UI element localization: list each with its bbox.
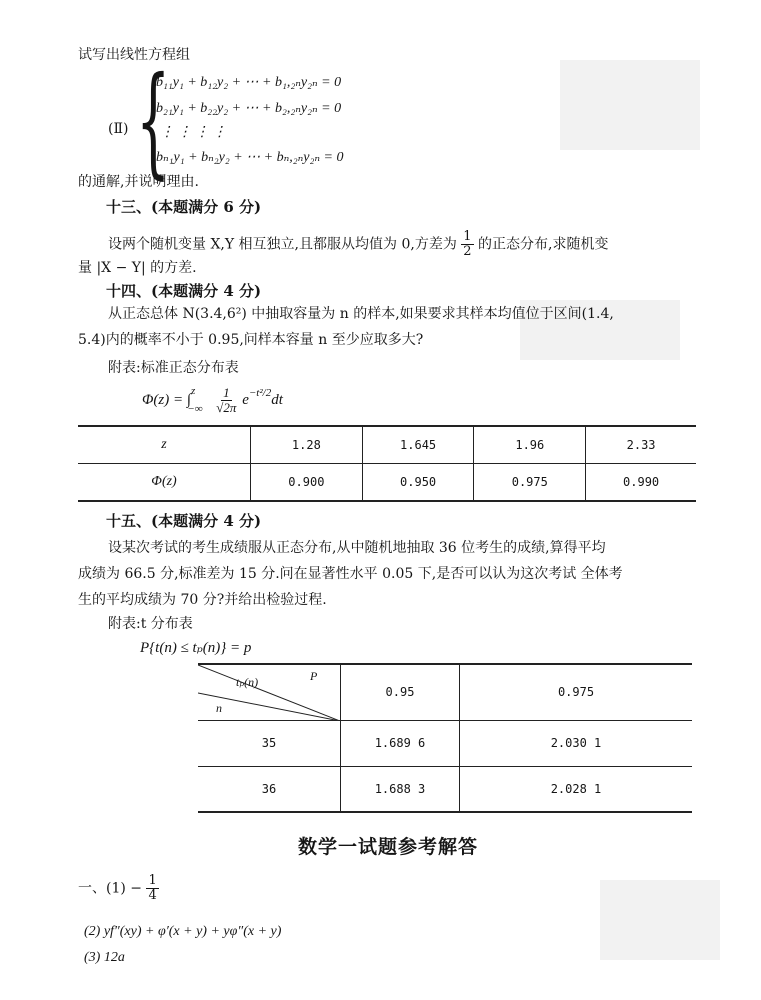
table-cell: 2.028 1 — [460, 766, 693, 812]
q14-appendix: 附表:标准正态分布表 — [108, 360, 239, 376]
q13-fraction: $\frac{1}{2}$ — [463, 229, 472, 259]
q13-line1-a: 设两个随机变量 X,Y 相互独立,且都服从均值为 0,方差为 — [108, 236, 457, 253]
table-cell: 1.689 6 — [341, 720, 460, 766]
corner-p-label: P — [310, 669, 318, 683]
table-cell: 0.975 — [474, 464, 586, 502]
table-row — [198, 720, 692, 766]
system-row-1: b₁₁y₁ + b₁₂y₂ + ⋯ + b₁,₂ₙy₂ₙ = 0 — [156, 75, 342, 90]
system-tail: 的通解,并说明理由. — [78, 174, 199, 190]
left-brace-icon: { — [136, 52, 171, 191]
table-cell: 36 — [198, 766, 341, 812]
bleed-through-mark — [560, 60, 700, 150]
table-row — [198, 766, 692, 812]
q15-line3: 生的平均成绩为 70 分?并给出检验过程. — [78, 592, 327, 608]
phi-formula: Φ(z) = ∫$^z_{-\infty}$ $\frac{1}{√2\pi}$ $e^{-t^2/2}dt$ — [142, 384, 283, 415]
table-header-cell: 0.975 — [460, 664, 693, 720]
q15-line1: 设某次考试的考生成绩服从正态分布,从中随机地抽取 36 位考生的成绩,算得平均 — [108, 540, 606, 556]
system-row-2: b₂₁y₁ + b₂₂y₂ + ⋯ + b₂,₂ₙy₂ₙ = 0 — [156, 101, 342, 116]
table-cell: 1.28 — [251, 426, 363, 464]
system-row-3: ⋮ ⋮ ⋮ ⋮ — [160, 125, 227, 140]
table-cell: 1.645 — [362, 426, 474, 464]
table-cell: 2.33 — [586, 426, 696, 464]
table-cell: 0.950 — [362, 464, 474, 502]
q15-line2: 成绩为 66.5 分,标准差为 15 分.问在显著性水平 0.05 下,是否可以认为这次考试 全体考 — [78, 566, 623, 582]
t-distribution-table — [198, 663, 692, 813]
table-row — [198, 664, 692, 720]
answers-title: 数学一试题参考解答 — [298, 836, 479, 858]
q13-line1 — [108, 230, 608, 259]
q14-line1: 从正态总体 N(3.4,6²) 中抽取容量为 n 的样本,如果要求其样本均值位于区间(1.4, — [108, 306, 614, 322]
q15-appendix: 附表:t 分布表 — [108, 616, 193, 632]
system-label: (Ⅱ) — [108, 121, 129, 137]
table-row-label: z — [78, 426, 251, 464]
table-row-label: Φ(z) — [78, 464, 251, 502]
q14-heading: 十四、(本题满分 4 分) — [106, 282, 262, 300]
t-formula: P{t(n) ≤ tₚ(n)} = p — [140, 640, 252, 656]
table-cell: 1.96 — [474, 426, 586, 464]
normal-distribution-table — [78, 425, 696, 502]
intro-text: 试写出线性方程组 — [78, 47, 190, 63]
answer-2: (2) yf″(xy) + φ′(x + y) + yφ″(x + y) — [84, 924, 282, 939]
table-cell: 1.688 3 — [341, 766, 460, 812]
q13-heading: 十三、(本题满分 6 分) — [106, 198, 262, 216]
table-cell: 0.900 — [251, 464, 363, 502]
corner-tp-label: tₚ(n) — [236, 675, 259, 689]
table-row — [78, 426, 696, 464]
answer-1: 一、(1) − $\frac{1}{4}$ — [78, 873, 157, 903]
table-cell: 35 — [198, 720, 341, 766]
answer-3: (3) 12a — [84, 950, 125, 965]
table-cell: 2.030 1 — [460, 720, 693, 766]
q13-line2: 量 |X − Y| 的方差. — [78, 260, 197, 276]
q14-line2: 5.4)内的概率不小于 0.95,问样本容量 n 至少应取多大? — [78, 332, 424, 348]
table-row — [78, 464, 696, 502]
q15-heading: 十五、(本题满分 4 分) — [106, 512, 262, 530]
table-header-cell: 0.95 — [341, 664, 460, 720]
q13-line1-b: 的正态分布,求随机变 — [478, 236, 609, 253]
answer-1-fraction: $\frac{1}{4}$ — [148, 873, 157, 903]
system-row-4: bₙ₁y₁ + bₙ₂y₂ + ⋯ + bₙ,₂ₙy₂ₙ = 0 — [156, 150, 344, 165]
table-cell: 0.990 — [586, 464, 696, 502]
bleed-through-mark — [600, 880, 720, 960]
table-corner-cell — [198, 664, 341, 720]
corner-n-label: n — [216, 701, 222, 715]
